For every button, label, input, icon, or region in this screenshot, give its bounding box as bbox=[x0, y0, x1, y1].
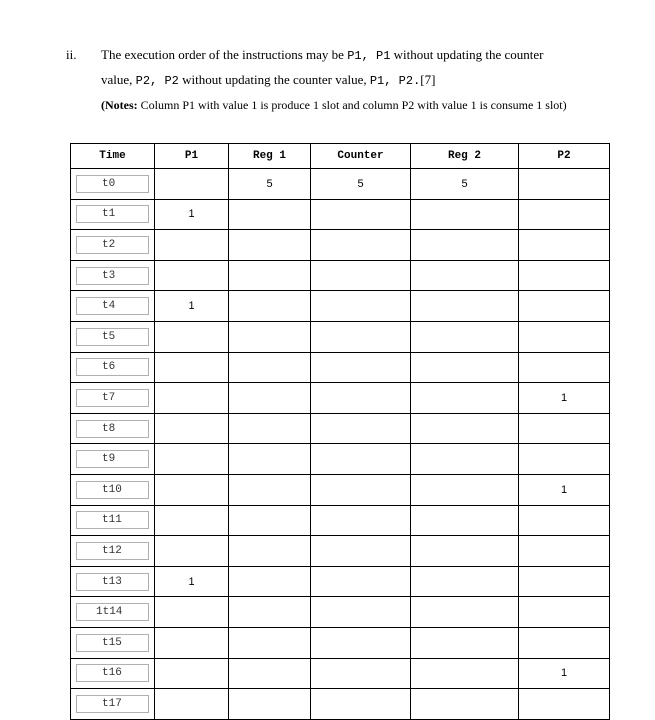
p1-cell: 1 bbox=[155, 199, 229, 230]
time-label: 1t14 bbox=[76, 603, 149, 621]
time-label: t8 bbox=[76, 420, 149, 438]
p2-cell bbox=[519, 291, 610, 322]
p1-cell bbox=[155, 505, 229, 536]
table-row bbox=[71, 199, 610, 230]
reg1-cell bbox=[229, 536, 311, 567]
p2-cell bbox=[519, 321, 610, 352]
line2-text: value, bbox=[101, 72, 133, 87]
table-row bbox=[71, 352, 610, 383]
time-cell bbox=[71, 383, 155, 414]
table-row bbox=[71, 597, 610, 628]
time-cell bbox=[71, 597, 155, 628]
p1-cell bbox=[155, 352, 229, 383]
time-label: t13 bbox=[76, 573, 149, 591]
reg1-cell bbox=[229, 444, 311, 475]
counter-cell bbox=[311, 474, 411, 505]
table-row bbox=[71, 321, 610, 352]
reg1-cell bbox=[229, 413, 311, 444]
reg2-cell bbox=[411, 260, 519, 291]
table-row bbox=[71, 413, 610, 444]
counter-cell bbox=[311, 505, 411, 536]
p2-cell bbox=[519, 505, 610, 536]
notes-text: Column P1 with value 1 is produce 1 slot and column P2 with value 1 is consume 1 slot) bbox=[140, 98, 567, 112]
time-label: t11 bbox=[76, 511, 149, 529]
reg2-cell bbox=[411, 566, 519, 597]
p2-cell bbox=[519, 597, 610, 628]
time-label: t10 bbox=[76, 481, 149, 499]
reg2-cell bbox=[411, 413, 519, 444]
time-label: t17 bbox=[76, 695, 149, 713]
time-cell bbox=[71, 444, 155, 475]
time-cell bbox=[71, 199, 155, 230]
time-cell bbox=[71, 291, 155, 322]
p2-cell bbox=[519, 413, 610, 444]
p1-cell bbox=[155, 597, 229, 628]
reg2-cell bbox=[411, 689, 519, 720]
reg2-cell bbox=[411, 321, 519, 352]
reg2-cell bbox=[411, 291, 519, 322]
reg1-cell bbox=[229, 474, 311, 505]
time-label: t15 bbox=[76, 634, 149, 652]
p2-cell bbox=[519, 199, 610, 230]
line1-text: The execution order of the instructions may be bbox=[101, 47, 344, 62]
time-cell bbox=[71, 413, 155, 444]
reg2-cell bbox=[411, 536, 519, 567]
table-row bbox=[71, 230, 610, 261]
counter-cell bbox=[311, 321, 411, 352]
time-cell bbox=[71, 352, 155, 383]
p1-cell bbox=[155, 260, 229, 291]
time-cell bbox=[71, 627, 155, 658]
reg1-cell bbox=[229, 260, 311, 291]
p1-cell bbox=[155, 627, 229, 658]
header-p1: P1 bbox=[155, 144, 229, 169]
question-line-1 bbox=[101, 47, 544, 63]
reg2-cell bbox=[411, 627, 519, 658]
p1-cell bbox=[155, 474, 229, 505]
header-p2: P2 bbox=[519, 144, 610, 169]
reg1-cell bbox=[229, 199, 311, 230]
line1-tail: without updating the counter bbox=[393, 47, 544, 62]
time-label: t6 bbox=[76, 358, 149, 376]
header-time: Time bbox=[71, 144, 155, 169]
reg2-cell bbox=[411, 505, 519, 536]
reg2-cell bbox=[411, 658, 519, 689]
p1-cell: 1 bbox=[155, 566, 229, 597]
notes-label: (Notes: bbox=[101, 98, 138, 112]
reg1-cell bbox=[229, 291, 311, 322]
table-body bbox=[71, 169, 610, 720]
time-cell bbox=[71, 566, 155, 597]
reg1-cell bbox=[229, 597, 311, 628]
reg2-cell bbox=[411, 383, 519, 414]
time-label: t5 bbox=[76, 328, 149, 346]
counter-cell bbox=[311, 291, 411, 322]
time-cell bbox=[71, 536, 155, 567]
p2-cell bbox=[519, 230, 610, 261]
reg1-cell bbox=[229, 658, 311, 689]
table-row bbox=[71, 291, 610, 322]
counter-cell bbox=[311, 689, 411, 720]
time-label: t7 bbox=[76, 389, 149, 407]
p2-cell bbox=[519, 627, 610, 658]
p1-cell: 1 bbox=[155, 291, 229, 322]
table-row bbox=[71, 260, 610, 291]
table-row bbox=[71, 689, 610, 720]
p1-cell bbox=[155, 383, 229, 414]
time-label: t9 bbox=[76, 450, 149, 468]
p2-cell: 1 bbox=[519, 658, 610, 689]
reg1-cell: 5 bbox=[229, 169, 311, 200]
table-header-row bbox=[71, 144, 610, 169]
counter-cell bbox=[311, 444, 411, 475]
time-label: t3 bbox=[76, 267, 149, 285]
reg2-cell bbox=[411, 444, 519, 475]
reg1-cell bbox=[229, 566, 311, 597]
p2-cell bbox=[519, 352, 610, 383]
table-row bbox=[71, 169, 610, 200]
reg2-cell bbox=[411, 352, 519, 383]
reg1-cell bbox=[229, 689, 311, 720]
p2-cell bbox=[519, 566, 610, 597]
counter-cell bbox=[311, 566, 411, 597]
counter-cell bbox=[311, 199, 411, 230]
table-row bbox=[71, 536, 610, 567]
header-reg2: Reg 2 bbox=[411, 144, 519, 169]
table-row bbox=[71, 566, 610, 597]
p1-cell bbox=[155, 658, 229, 689]
reg2-cell bbox=[411, 199, 519, 230]
counter-cell bbox=[311, 597, 411, 628]
p2-cell bbox=[519, 260, 610, 291]
time-label: t2 bbox=[76, 236, 149, 254]
line2-mid: without updating the counter value, bbox=[182, 72, 367, 87]
p1-cell bbox=[155, 689, 229, 720]
question-notes bbox=[101, 98, 567, 113]
p2-cell bbox=[519, 444, 610, 475]
time-cell bbox=[71, 169, 155, 200]
reg1-cell bbox=[229, 230, 311, 261]
reg1-cell bbox=[229, 383, 311, 414]
time-cell bbox=[71, 689, 155, 720]
line1-code: P1, P1 bbox=[347, 49, 391, 63]
p1-cell bbox=[155, 230, 229, 261]
p2-cell: 1 bbox=[519, 383, 610, 414]
time-cell bbox=[71, 321, 155, 352]
table-row bbox=[71, 444, 610, 475]
counter-cell: 5 bbox=[311, 169, 411, 200]
execution-table bbox=[70, 143, 610, 720]
reg2-cell bbox=[411, 474, 519, 505]
time-cell bbox=[71, 658, 155, 689]
reg1-cell bbox=[229, 321, 311, 352]
p1-cell bbox=[155, 413, 229, 444]
time-label: t4 bbox=[76, 297, 149, 315]
p1-cell bbox=[155, 321, 229, 352]
reg2-cell: 5 bbox=[411, 169, 519, 200]
header-reg1: Reg 1 bbox=[229, 144, 311, 169]
p1-cell bbox=[155, 536, 229, 567]
time-label: t12 bbox=[76, 542, 149, 560]
reg1-cell bbox=[229, 505, 311, 536]
reg1-cell bbox=[229, 627, 311, 658]
time-cell bbox=[71, 260, 155, 291]
counter-cell bbox=[311, 352, 411, 383]
time-label: t1 bbox=[76, 205, 149, 223]
question-line-2 bbox=[101, 72, 435, 88]
table-row bbox=[71, 658, 610, 689]
counter-cell bbox=[311, 536, 411, 567]
time-cell bbox=[71, 505, 155, 536]
counter-cell bbox=[311, 627, 411, 658]
p2-cell bbox=[519, 536, 610, 567]
line2-code-2: P1, P2. bbox=[369, 74, 421, 88]
table-row bbox=[71, 505, 610, 536]
line2-code-1: P2, P2 bbox=[135, 74, 179, 88]
reg2-cell bbox=[411, 230, 519, 261]
counter-cell bbox=[311, 413, 411, 444]
question-number: ii. bbox=[66, 47, 77, 62]
time-cell bbox=[71, 474, 155, 505]
table-row bbox=[71, 627, 610, 658]
counter-cell bbox=[311, 230, 411, 261]
table-row bbox=[71, 474, 610, 505]
line2-marks: [7] bbox=[420, 72, 436, 87]
counter-cell bbox=[311, 383, 411, 414]
time-cell bbox=[71, 230, 155, 261]
reg1-cell bbox=[229, 352, 311, 383]
time-label: t0 bbox=[76, 175, 149, 193]
p2-cell: 1 bbox=[519, 474, 610, 505]
counter-cell bbox=[311, 658, 411, 689]
counter-cell bbox=[311, 260, 411, 291]
table-row bbox=[71, 383, 610, 414]
p1-cell bbox=[155, 169, 229, 200]
p1-cell bbox=[155, 444, 229, 475]
p2-cell bbox=[519, 169, 610, 200]
reg2-cell bbox=[411, 597, 519, 628]
p2-cell bbox=[519, 689, 610, 720]
time-label: t16 bbox=[76, 664, 149, 682]
header-counter: Counter bbox=[311, 144, 411, 169]
